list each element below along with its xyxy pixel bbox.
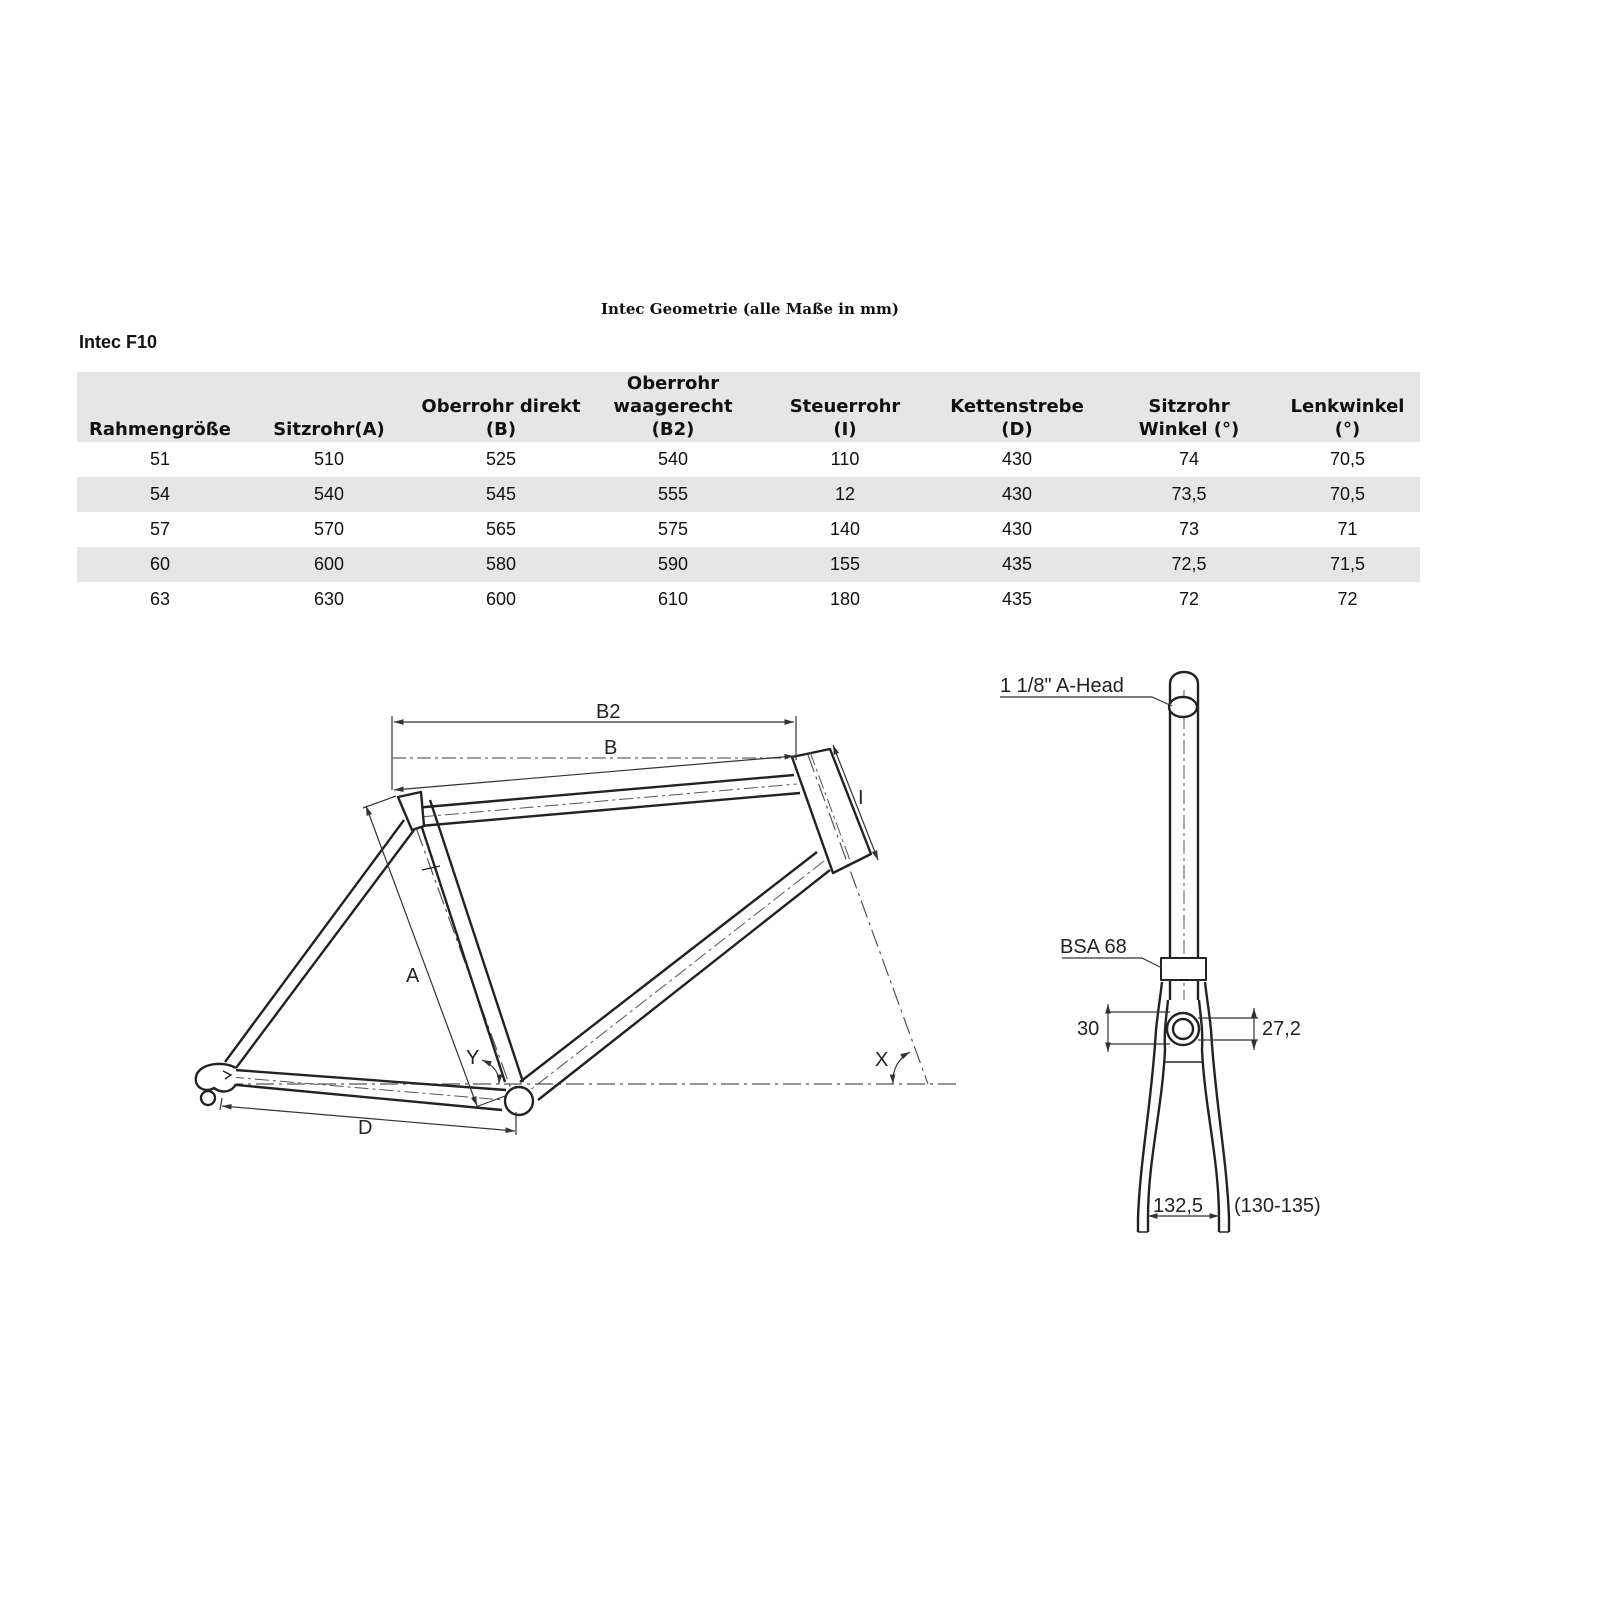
top-tube: [414, 775, 800, 826]
table-cell: 57: [149, 519, 171, 539]
seatpost-ring-inner: [1173, 1019, 1193, 1039]
seat-axis-line: [406, 800, 515, 1100]
table-cell: 72: [1337, 589, 1358, 609]
table-cell: 63: [149, 589, 171, 609]
angle-arc-y: [482, 1060, 499, 1084]
table-cell: 570: [313, 519, 345, 539]
chain-stay: [226, 1070, 506, 1110]
rear-view-dimensions: [1000, 697, 1258, 1216]
bottom-bracket: [505, 1087, 533, 1115]
table-cell: 430: [1001, 449, 1033, 469]
table-cell: 540: [657, 449, 689, 469]
label-headset: 1 1/8" A-Head: [1000, 675, 1124, 697]
table-cell: 110: [830, 449, 860, 469]
table-cell: 600: [485, 589, 517, 609]
header-steuerrohr: Steuerrohr (I): [759, 372, 931, 442]
table-cell: 51: [149, 449, 171, 469]
head-tube-end: [1169, 697, 1197, 717]
header-sitzrohr: Sitzrohr(A): [243, 372, 415, 442]
header-lenkwinkel: Lenkwinkel (°): [1275, 372, 1420, 442]
header-sitzrohr-winkel: Sitzrohr Winkel (°): [1103, 372, 1275, 442]
table-cell: 60: [77, 547, 243, 582]
table-cell: 140: [829, 519, 861, 539]
table-cell: 71: [1337, 519, 1358, 539]
bb-shell: [1161, 958, 1206, 980]
angle-arc-x: [893, 1052, 910, 1084]
seat-stay: [225, 820, 414, 1068]
table-cell: 430: [1001, 519, 1033, 539]
table-cell: 565: [485, 519, 517, 539]
label-dropout-width: 132,5: [1153, 1195, 1204, 1217]
header-kettenstrebe: Kettenstrebe (D): [931, 372, 1103, 442]
label-b: B: [604, 737, 618, 759]
table-cell: 590: [587, 547, 759, 582]
label-i: I: [858, 787, 864, 809]
table-cell: 12: [759, 477, 931, 512]
frame-side-view: [196, 716, 960, 1135]
label-dropout-range: (130-135): [1234, 1195, 1321, 1217]
dimension-b: [392, 756, 794, 790]
table-cell: 510: [313, 449, 345, 469]
table-cell: 630: [313, 589, 345, 609]
head-axis-line: [808, 755, 928, 1084]
table-cell: 580: [415, 547, 587, 582]
table-cell: 155: [759, 547, 931, 582]
label-seatpost: 27,2: [1262, 1018, 1301, 1040]
table-cell: 610: [657, 589, 689, 609]
label-y: Y: [466, 1047, 480, 1069]
table-cell: 70,5: [1275, 477, 1420, 512]
label-a: A: [406, 965, 420, 987]
table-cell: 73,5: [1103, 477, 1275, 512]
leader-headset: [1000, 697, 1172, 706]
header-oberrohr-direkt: Oberrohr direkt (B): [415, 372, 587, 442]
header-rahmengroesse: Rahmengröße: [77, 372, 243, 442]
table-cell: 74: [1178, 449, 1200, 469]
header-oberrohr-waagerecht: Oberrohr waagerecht (B2): [587, 372, 759, 442]
table-cell: 180: [829, 589, 861, 609]
table-cell: 430: [931, 477, 1103, 512]
dimension-seatpost-outer: [1108, 1004, 1170, 1052]
label-bsa: BSA 68: [1060, 936, 1127, 958]
rear-view-tube: [1170, 672, 1198, 1000]
document-title: Intec Geometrie (alle Maße in mm): [601, 300, 899, 318]
table-cell: 54: [77, 477, 243, 512]
down-tube: [520, 852, 830, 1100]
dimension-seatpost: [1198, 1008, 1258, 1050]
table-cell: 435: [1001, 589, 1033, 609]
model-name: Intec F10: [79, 332, 158, 352]
table-cell: 525: [485, 449, 517, 469]
table-cell: 540: [243, 477, 415, 512]
frame-rear-view: [1138, 672, 1229, 1232]
seat-tube: [398, 792, 523, 1082]
table-cell: 72,5: [1103, 547, 1275, 582]
table-cell: 73: [1178, 519, 1200, 539]
table-cell: 435: [931, 547, 1103, 582]
label-d: D: [358, 1117, 373, 1139]
label-b2: B2: [596, 701, 621, 723]
leader-bsa: [1062, 958, 1162, 968]
table-cell: 545: [415, 477, 587, 512]
label-x: X: [875, 1049, 889, 1071]
table-cell: 71,5: [1275, 547, 1420, 582]
label-seatpost-outer: 30: [1077, 1018, 1100, 1040]
table-cell: 70,5: [1329, 449, 1366, 469]
table-cell: 72: [1178, 589, 1200, 609]
rear-dropout: [196, 1064, 236, 1105]
table-cell: 600: [243, 547, 415, 582]
table-cell: 575: [657, 519, 689, 539]
table-cell: 555: [587, 477, 759, 512]
